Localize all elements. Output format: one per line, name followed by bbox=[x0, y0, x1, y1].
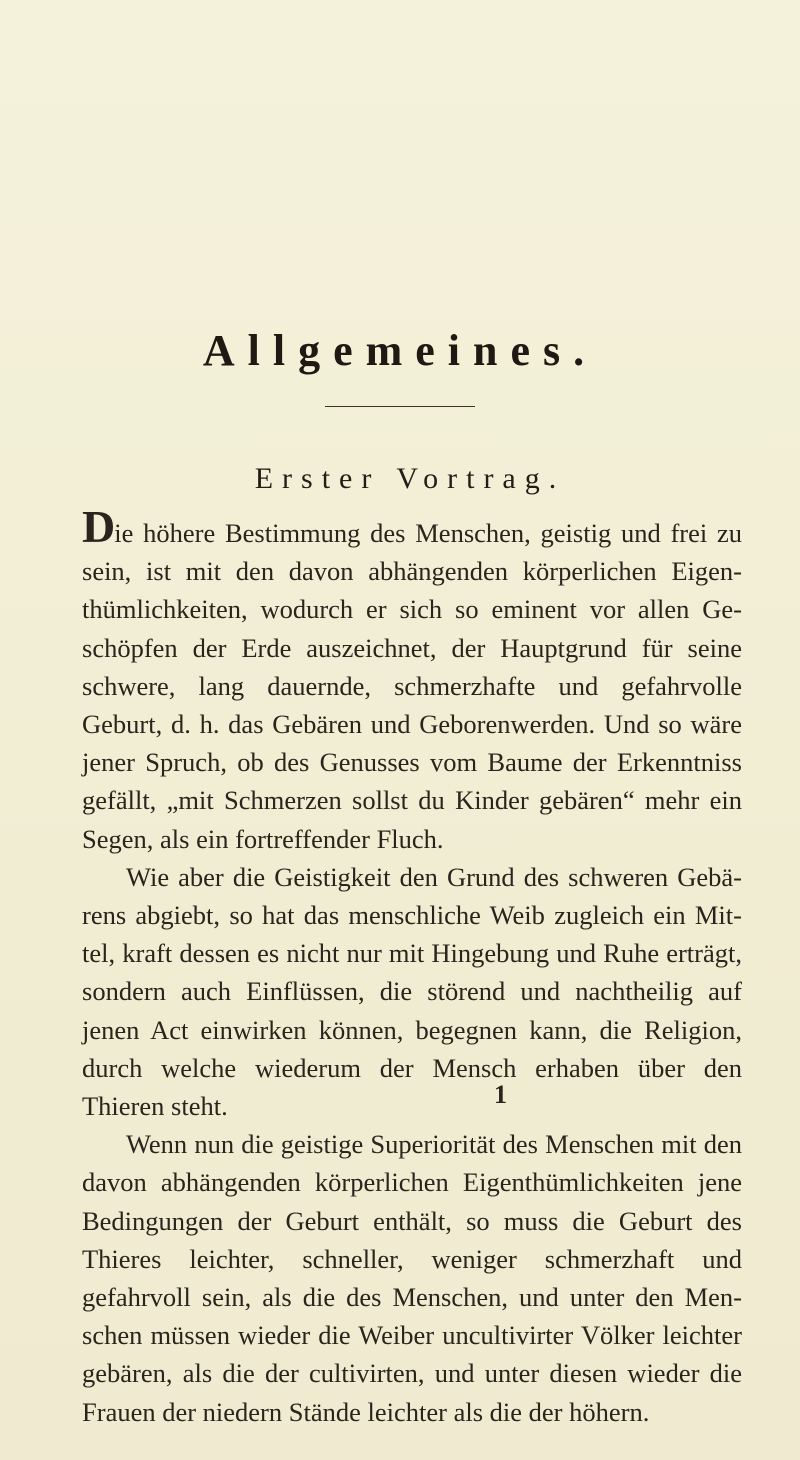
page-number: 1 bbox=[494, 1080, 507, 1109]
paragraph-3: Wenn nun die geistige Superiorität des Menschen mit den davon abhängenden körperlichen Eigenthümlichkeiten jene Bedingungen der Geburt enthält, so muss die Geburt des Thieres leichter, schneller, weniger schmerzhaft und gefahrvoll sein, als die des Menschen, und unter den Menschen müssen wieder die Weiber uncultivirter Völker leichter gebären, als die der cultivirten, und unter diesen wieder die Frauen der niedern Stände leichter als die der höhern. bbox=[82, 1129, 742, 1427]
body-text bbox=[82, 501, 742, 1431]
paragraph-1 bbox=[82, 501, 742, 858]
paragraph-1-text: ie höhere Bestimmung des Menschen, geistig und frei zu sein, ist mit den davon abhängenden körperlichen Eigenthümlichkeiten, wodurch er sich so eminent vor allen Geschöpfen der Erde auszeichnet, der Hauptgrund für seine schwere, lang dauernde, schmerzhafte und gefahrvolle Geburt, d. h. das Gebären und Geborenwerden. Und so wäre jener Spruch, ob des Genusses vom Baume der Erkenntniss gefällt, „mit Schmerzen sollst du Kinder gebären“ mehr ein Segen, als ein fortreffender Fluch. bbox=[82, 518, 742, 854]
section-title: Allgemeines. bbox=[202, 326, 598, 375]
title-divider bbox=[325, 406, 475, 407]
paragraph-2: Wie aber die Geistigkeit den Grund des schweren Gebärens abgiebt, so hat das menschliche Weib zugleich ein Mittel, kraft dessen es nicht nur mit Hingebung und Ruhe erträgt, sondern auch Einflüssen, die störend und nachtheilig auf jenen Act einwirken können, begegnen kann, die Religion, durch welche wiederum der Mensch erhaben über den Thieren steht. bbox=[82, 861, 742, 1122]
drop-cap: D bbox=[82, 501, 115, 552]
lecture-subtitle: Erster Vortrag. bbox=[254, 462, 566, 495]
